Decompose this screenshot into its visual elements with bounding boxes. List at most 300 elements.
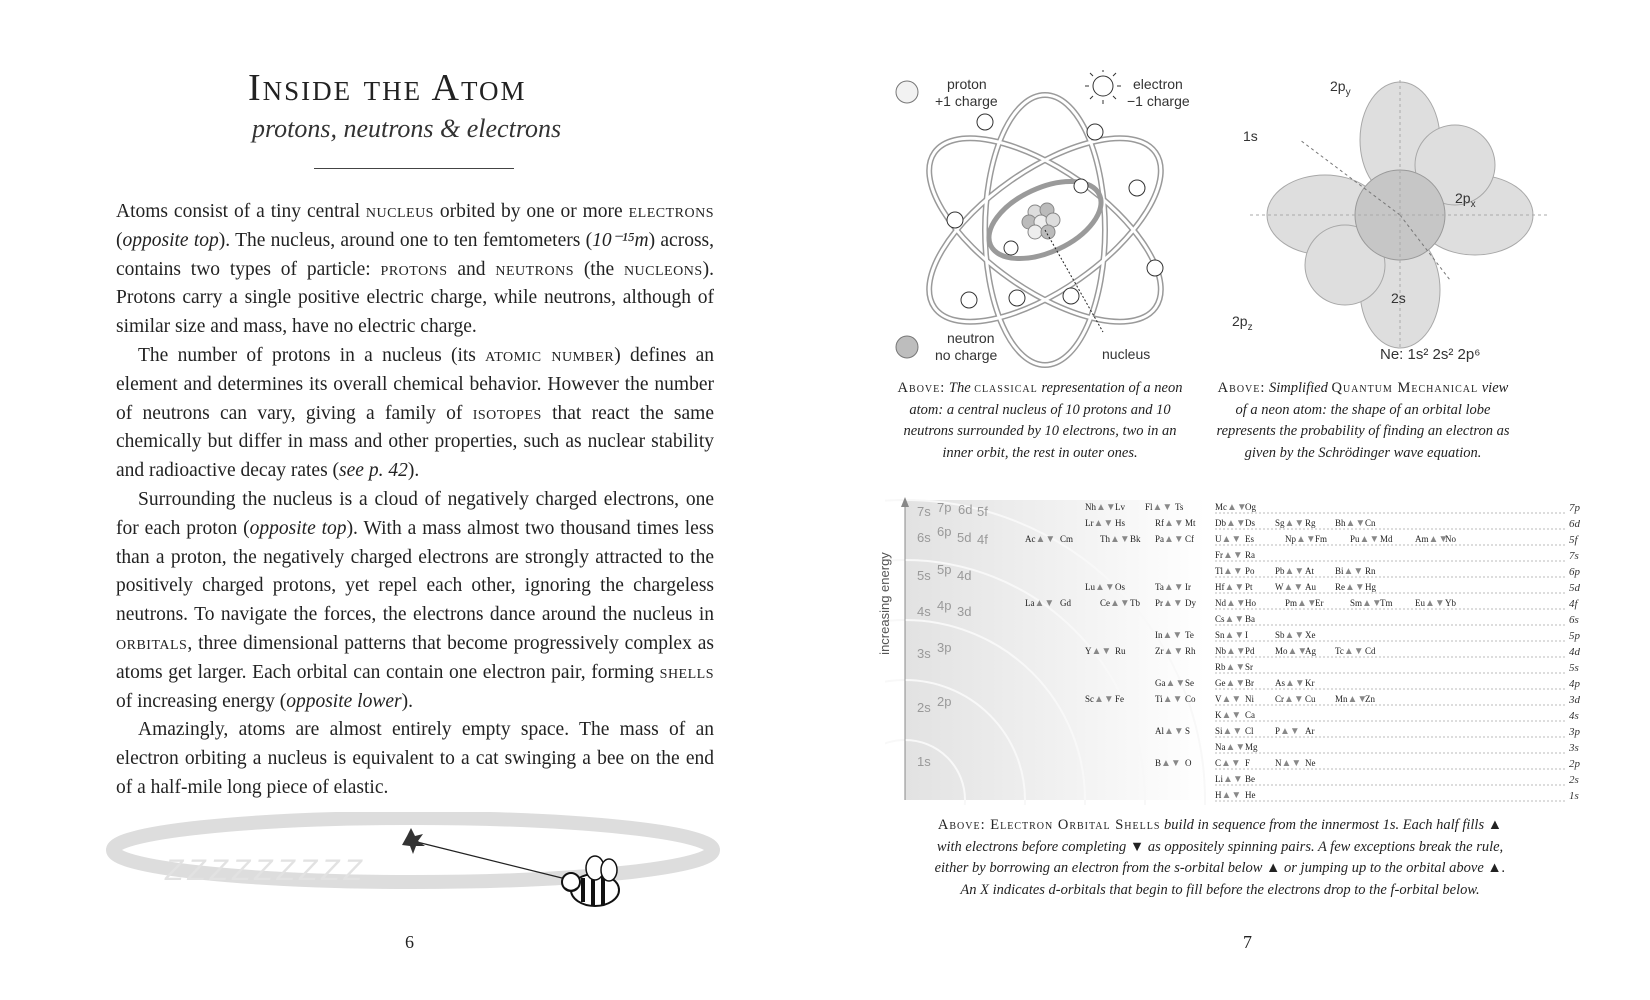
element-symbol: Hs (1115, 518, 1126, 528)
shell-row-label: 5f (1569, 534, 1578, 546)
element-cell (1155, 596, 1183, 611)
orbital-arrows-icon: ▲▼ (1280, 726, 1300, 737)
page-subtitle: protons, neutrons & electrons (252, 114, 562, 143)
element-symbol: Cn (1365, 518, 1376, 528)
orbital-arrows-icon: ▲▼ (1285, 678, 1305, 689)
element-cell (1115, 500, 1125, 514)
element-cell (1155, 724, 1184, 739)
element-cell (1335, 692, 1367, 707)
element-cell (1155, 756, 1181, 771)
shell-row-label: 2p (1569, 758, 1580, 770)
element-cell (1245, 660, 1253, 674)
element-cell (1185, 644, 1196, 658)
element-cell (1145, 500, 1172, 515)
orbital-arrows-icon: ▲▼ (1162, 630, 1183, 641)
element-symbol: Zn (1365, 694, 1375, 704)
orbital-arrows-icon: ▲▼ (1362, 598, 1382, 609)
zzz-text: ZZZZZZZZZ (165, 854, 366, 887)
element-cell (1185, 676, 1194, 690)
element-cell (1380, 596, 1393, 610)
element-symbol: No (1445, 534, 1456, 544)
element-cell (1185, 516, 1196, 530)
element-cell (1305, 692, 1316, 706)
orbital-arrows-icon: ▲▼ (1226, 598, 1246, 609)
element-symbol: Tl (1215, 566, 1223, 576)
shell-row-label: 5s (1569, 662, 1579, 674)
element-symbol: U (1215, 534, 1222, 544)
element-cell (1215, 596, 1246, 611)
element-cell (1175, 500, 1183, 514)
label-2py: $2p_y$ (1330, 78, 1351, 98)
element-symbol: V (1215, 694, 1222, 704)
element-symbol: He (1245, 790, 1256, 800)
element-symbol: Gd (1060, 598, 1071, 608)
element-cell (1185, 580, 1191, 594)
shell-row-label: 7s (1569, 550, 1579, 562)
element-cell (1215, 724, 1242, 739)
element-cell (1245, 788, 1256, 802)
element-cell (1115, 692, 1124, 706)
label-2s: 2s (1391, 290, 1406, 306)
orbital-arrows-icon: ▲▼ (1096, 502, 1116, 513)
element-cell (1245, 612, 1255, 626)
electrons (947, 114, 1163, 308)
element-symbol: Fl (1145, 502, 1153, 512)
orbital-arrows-icon: ▲▼ (1226, 518, 1246, 529)
element-symbol: Es (1245, 534, 1254, 544)
element-symbol: Cs (1215, 614, 1225, 624)
shell-label: 7s (917, 504, 931, 519)
element-cell (1185, 532, 1194, 546)
element-cell (1155, 628, 1182, 643)
shell-label: 6p (937, 524, 952, 539)
orbital-arrows-icon: ▲▼ (1428, 534, 1449, 545)
element-cell (1085, 644, 1111, 659)
orbital-arrows-icon: ▲▼ (1284, 694, 1304, 705)
element-cell (1305, 580, 1316, 594)
element-symbol: Mt (1185, 518, 1196, 528)
element-symbol: Dy (1185, 598, 1196, 608)
element-cell (1215, 628, 1244, 643)
shell-row-label: 4s (1569, 710, 1579, 722)
orbital-arrows-icon: ▲▼ (1034, 598, 1055, 609)
element-symbol: Yb (1445, 598, 1456, 608)
orbital-arrows-icon: ▲▼ (1221, 534, 1242, 545)
element-symbol: Ir (1185, 582, 1191, 592)
shell-row-label: 7p (1569, 502, 1580, 514)
element-cell (1085, 692, 1114, 707)
caption-classical: Above: The classical representation of a neon atom: a central nucleus of 10 protons and 10 neutrons surrounded by 10 electrons, two in an inner orbit, the rest in outer ones. (897, 380, 1183, 461)
element-symbol: Li (1215, 774, 1223, 784)
element-symbol: Mo (1275, 646, 1288, 656)
element-symbol: Cd (1365, 646, 1376, 656)
proton-label: proton +1 charge (935, 76, 998, 109)
element-cell (1085, 500, 1116, 515)
orbital-arrows-icon: ▲▼ (1225, 678, 1246, 689)
element-cell (1100, 596, 1130, 611)
orbital-arrows-icon: ▲▼ (1094, 694, 1114, 705)
element-cell (1130, 532, 1141, 546)
element-symbol: Y (1085, 646, 1092, 656)
element-symbol: Er (1315, 598, 1324, 608)
orbital-arrows-icon: ▲▼ (1221, 790, 1242, 801)
page-number-right: 7 (1243, 932, 1252, 952)
element-symbol: Al (1155, 726, 1164, 736)
label-2pz: $2p_z$ (1232, 313, 1253, 333)
element-symbol: Te (1185, 630, 1194, 640)
shell-row-label: 3s (1569, 742, 1579, 754)
shell-label: 1s (917, 754, 931, 769)
element-cell (1155, 692, 1182, 707)
element-cell (1245, 740, 1258, 754)
element-symbol: K (1215, 710, 1222, 720)
orbital-arrows-icon: ▲▼ (1345, 582, 1365, 593)
orbital-arrows-icon: ▲▼ (1221, 694, 1242, 705)
element-cell (1245, 596, 1256, 610)
element-cell (1245, 772, 1255, 786)
element-cell (1445, 532, 1456, 546)
shell-row-label: 6s (1569, 614, 1579, 626)
element-symbol: Pb (1275, 566, 1285, 576)
element-symbol: Ag (1305, 646, 1316, 656)
element-cell (1315, 596, 1324, 610)
energy-axis-label: increasing energy (876, 552, 892, 655)
proton-legend-icon (896, 81, 918, 103)
element-symbol: Fr (1215, 550, 1224, 560)
element-symbol: Nh (1085, 502, 1096, 512)
element-symbol: Lv (1115, 502, 1125, 512)
orbital-arrows-icon: ▲▼ (1163, 646, 1184, 657)
element-symbol: Mn (1335, 694, 1348, 704)
element-symbol: Rn (1365, 566, 1376, 576)
element-symbol: Ba (1245, 614, 1255, 624)
element-symbol: Db (1215, 518, 1226, 528)
element-symbol: Pm (1285, 598, 1298, 608)
element-symbol: Re (1335, 582, 1345, 592)
element-symbol: Pa (1155, 534, 1164, 544)
caption-quantum: Above: Simplified Quantum Mechanical view of a neon atom: the shape of an orbital lobe represents the probability of finding an electron as given by the Schrödinger wave equation. (1216, 380, 1510, 461)
element-symbol: Pd (1245, 646, 1255, 656)
orbital-arrows-icon: ▲▼ (1223, 774, 1243, 785)
element-cell (1100, 532, 1130, 547)
element-symbol: Ta (1155, 582, 1164, 592)
neon-configuration: Ne: 1s² 2s² 2p⁶ (1380, 346, 1481, 363)
element-cell (1155, 676, 1185, 691)
element-symbol: Ts (1175, 502, 1184, 512)
element-symbol: Rh (1185, 646, 1196, 656)
element-cell (1115, 644, 1126, 658)
element-symbol: S (1185, 726, 1191, 736)
shell-label: 4s (917, 604, 931, 619)
orbital-arrows-icon: ▲▼ (1221, 758, 1241, 769)
element-cell (1365, 644, 1376, 658)
element-symbol: Eu (1415, 598, 1425, 608)
orbital-arrows-icon: ▲▼ (1091, 646, 1112, 657)
nucleus-label: nucleus (1102, 346, 1151, 362)
element-symbol: Sc (1085, 694, 1094, 704)
element-cell (1215, 532, 1241, 547)
element-cell (1275, 580, 1303, 595)
element-symbol: Sr (1245, 662, 1254, 672)
shell-label: 5d (957, 530, 972, 545)
element-symbol: Ru (1115, 646, 1126, 656)
element-cell (1245, 644, 1255, 658)
element-symbol: Ac (1025, 534, 1036, 544)
element-cell (1215, 740, 1245, 755)
orbital-arrows-icon: ▲▼ (1223, 550, 1243, 561)
element-cell (1185, 756, 1192, 770)
element-cell (1305, 676, 1315, 690)
shell-row-label: 5d (1569, 582, 1580, 594)
element-cell (1155, 532, 1184, 547)
element-cell (1350, 596, 1382, 611)
right-page (825, 0, 1650, 1000)
element-cell (1365, 580, 1376, 594)
element-symbol: Si (1215, 726, 1223, 736)
electron-label: electron −1 charge (1127, 76, 1190, 109)
element-cell (1215, 548, 1243, 563)
element-cell (1245, 756, 1250, 770)
element-cell (1215, 772, 1243, 787)
orbital-arrows-icon: ▲▼ (1283, 582, 1304, 593)
element-symbol: Se (1185, 678, 1194, 688)
orbital-arrows-icon: ▲▼ (1225, 742, 1246, 753)
quantum-orbital-diagram (1250, 80, 1550, 360)
shell-label: 5p (937, 562, 952, 577)
element-symbol: Rf (1155, 518, 1164, 528)
orbital-arrows-icon: ▲▼ (1165, 678, 1186, 689)
element-symbol: Rg (1305, 518, 1316, 528)
element-cell (1185, 692, 1196, 706)
element-symbol: Fm (1315, 534, 1328, 544)
element-symbol: Sn (1215, 630, 1225, 640)
element-cell (1305, 724, 1315, 738)
element-cell (1305, 644, 1316, 658)
element-cell (1085, 580, 1115, 595)
element-cell (1275, 564, 1304, 579)
orbital-arrows-icon: ▲▼ (1093, 518, 1114, 529)
body-text (116, 198, 714, 803)
element-symbol: As (1275, 678, 1286, 688)
element-symbol: B (1155, 758, 1162, 768)
orbital-arrows-icon: ▲▼ (1110, 534, 1130, 545)
element-cell (1215, 708, 1241, 723)
element-symbol: Pt (1245, 582, 1253, 592)
element-cell (1185, 596, 1196, 610)
element-symbol: Pr (1155, 598, 1164, 608)
element-symbol: Sm (1350, 598, 1363, 608)
element-symbol: Ar (1305, 726, 1315, 736)
shell-row-label: 6p (1569, 566, 1580, 578)
orbital-arrows-icon: ▲▼ (1164, 518, 1184, 529)
label-1s: 1s (1243, 128, 1258, 144)
element-symbol: Ne (1305, 758, 1316, 768)
element-symbol: Kr (1305, 678, 1315, 688)
element-cell (1245, 500, 1256, 514)
element-cell (1335, 644, 1364, 659)
element-cell (1215, 580, 1244, 595)
shell-row-label: 5p (1569, 630, 1580, 642)
element-symbol: Be (1245, 774, 1255, 784)
element-cell (1185, 724, 1190, 738)
element-symbol: C (1215, 758, 1222, 768)
element-cell (1335, 564, 1363, 579)
element-symbol: Cf (1185, 534, 1194, 544)
orbital-arrows-icon: ▲▼ (1425, 598, 1445, 609)
orbital-arrows-icon: ▲▼ (1281, 758, 1302, 769)
shell-row-label: 4p (1569, 678, 1580, 690)
element-symbol: Cm (1060, 534, 1074, 544)
element-symbol: Po (1245, 566, 1255, 576)
element-cell (1275, 756, 1301, 771)
orbital-arrows-icon: ▲▼ (1161, 758, 1181, 769)
element-symbol: Ce (1100, 598, 1110, 608)
element-cell (1245, 692, 1254, 706)
shell-label: 3d (957, 604, 972, 619)
element-cell (1155, 644, 1183, 659)
shell-row-label: 4f (1569, 598, 1578, 610)
element-cell (1305, 756, 1316, 770)
element-cell (1060, 596, 1071, 610)
orbital-arrows-icon: ▲▼ (1224, 630, 1245, 641)
element-cell (1415, 596, 1445, 611)
orbital-arrows-icon: ▲▼ (1343, 646, 1364, 657)
label-2px: $2p_x$ (1455, 190, 1476, 210)
element-cell (1215, 660, 1245, 675)
element-cell (1215, 692, 1241, 707)
element-symbol: Am (1415, 534, 1429, 544)
element-cell (1085, 516, 1113, 531)
shell-row-label: 1s (1569, 790, 1579, 802)
orbital-arrows-icon: ▲▼ (1284, 630, 1305, 641)
electron-legend-icon (1085, 70, 1121, 104)
element-symbol: Au (1305, 582, 1316, 592)
element-symbol: Sg (1275, 518, 1285, 528)
neutron-label: neutron no charge (935, 330, 998, 363)
element-symbol: Th (1100, 534, 1110, 544)
element-symbol: Os (1115, 582, 1126, 592)
paragraph-2: The number of protons in a nucleus (its atomic number) defines an element and determines its overall chemical behavior. However the number of neutrons can vary, giving a family of isotopes that react the same chemically but differ in mass and other properties, such as nuclear stability and radioactive decay rates (see p. 42). (116, 344, 714, 482)
element-symbol: Ca (1245, 710, 1255, 720)
element-symbol: Cr (1275, 694, 1284, 704)
element-cell (1245, 516, 1255, 530)
paragraph-3: Surrounding the nucleus is a cloud of negatively charged electrons, one for each proton (opposite top). With a mass almost two thousand times less than a proton, the negatively charged electrons are strongly attracted to the positively charged protons, yet repel each other, ignoring the chargeless neutrons. To navigate the forces, the electrons dance around the nucleus in orbitals, three dimensional patterns that become progressively complex as atoms get larger. Each orbital can contain one electron pair, forming shells of increasing energy (opposite lower). (116, 488, 714, 712)
element-symbol: Ra (1245, 550, 1255, 560)
paragraph-4: Amazingly, atoms are almost entirely empty space. The mass of an electron orbiting a nucleus is equivalent to a cat swinging a bee on the end of a half-mile long piece of elastic. (116, 719, 714, 798)
element-cell (1215, 788, 1241, 803)
bee-icon (562, 856, 619, 906)
orbital-arrows-icon: ▲▼ (1284, 566, 1305, 577)
element-cell (1245, 548, 1255, 562)
element-cell (1275, 516, 1304, 531)
shell-label: 4f (977, 532, 988, 547)
element-cell (1025, 532, 1055, 547)
element-symbol: Mc (1215, 502, 1227, 512)
shell-label: 3s (917, 646, 931, 661)
element-cell (1445, 596, 1456, 610)
element-cell (1060, 532, 1073, 546)
shell-row-label: 4d (1569, 646, 1580, 658)
element-cell (1305, 628, 1316, 642)
bee-illustration (95, 812, 735, 922)
caption-shells: Above: Electron Orbital Shells build in sequence from the innermost 1s. Each half fills ▲ with electrons before completing ▼ as oppositely spinning pairs. A few exceptions break the rule, either by borrowing an electron from the s-orbital below ▲ or jumping up to the orbital above ▲. An X indicates d-orbitals that begin to fill before the electrons drop to the f-orbital below. (934, 817, 1506, 898)
element-symbol: Br (1245, 678, 1254, 688)
element-symbol: Ga (1155, 678, 1166, 688)
orbital-arrows-icon: ▲▼ (1035, 534, 1056, 545)
orbital-shell-chart (876, 495, 1590, 805)
orbital-arrows-icon: ▲▼ (1297, 598, 1317, 609)
shell-label: 2p (937, 694, 952, 709)
element-cell (1335, 516, 1365, 531)
shell-label: 6s (917, 530, 931, 545)
element-cell (1335, 580, 1365, 595)
orbital-arrows-icon: ▲▼ (1152, 502, 1173, 513)
element-cell (1025, 596, 1054, 611)
element-symbol: Pu (1350, 534, 1360, 544)
shell-label: 5s (917, 568, 931, 583)
element-cell (1285, 532, 1316, 547)
orbital-arrows-icon: ▲▼ (1164, 534, 1184, 545)
element-symbol: In (1155, 630, 1163, 640)
element-cell (1155, 580, 1184, 595)
element-symbol: Nb (1215, 646, 1226, 656)
element-symbol: Cu (1305, 694, 1316, 704)
page-number-left: 6 (405, 932, 414, 952)
element-cell (1215, 756, 1241, 771)
element-cell (1275, 724, 1300, 739)
element-symbol: O (1185, 758, 1192, 768)
element-cell (1215, 676, 1245, 691)
element-cell (1215, 516, 1246, 531)
element-symbol: Ho (1245, 598, 1256, 608)
element-cell (1215, 612, 1244, 627)
element-symbol: Na (1215, 742, 1226, 752)
orbital-arrows-icon: ▲▼ (1222, 726, 1243, 737)
element-cell (1350, 532, 1379, 547)
element-cell (1365, 692, 1375, 706)
element-cell (1215, 644, 1246, 659)
element-symbol: P (1275, 726, 1281, 736)
orbital-arrows-icon: ▲▼ (1296, 534, 1316, 545)
title-divider (314, 168, 514, 169)
element-cell (1155, 516, 1184, 531)
element-cell (1245, 532, 1254, 546)
element-symbol: Tm (1380, 598, 1393, 608)
orbital-arrows-icon: ▲▼ (1225, 662, 1246, 673)
element-symbol: Og (1245, 502, 1256, 512)
orbital-arrows-icon: ▲▼ (1287, 646, 1308, 657)
orbital-arrows-icon: ▲▼ (1284, 518, 1305, 529)
element-cell (1365, 564, 1376, 578)
element-symbol: Zr (1155, 646, 1164, 656)
orbital-arrows-icon: ▲▼ (1345, 518, 1366, 529)
element-symbol: Md (1380, 534, 1393, 544)
orbital-arrows-icon: ▲▼ (1227, 502, 1247, 513)
orbital-arrows-icon: ▲▼ (1221, 710, 1242, 721)
orbital-arrows-icon: ▲▼ (1163, 598, 1183, 609)
element-symbol: Np (1285, 534, 1296, 544)
page-title: Inside the Atom (248, 67, 527, 109)
shell-label: 3p (937, 640, 952, 655)
shell-row-label: 3p (1569, 726, 1580, 738)
element-cell (1275, 692, 1304, 707)
shell-label: 4d (957, 568, 972, 583)
element-cell (1215, 500, 1247, 515)
element-cell (1305, 516, 1316, 530)
element-symbol: W (1275, 582, 1284, 592)
element-cell (1275, 628, 1304, 643)
element-symbol: Hg (1365, 582, 1376, 592)
